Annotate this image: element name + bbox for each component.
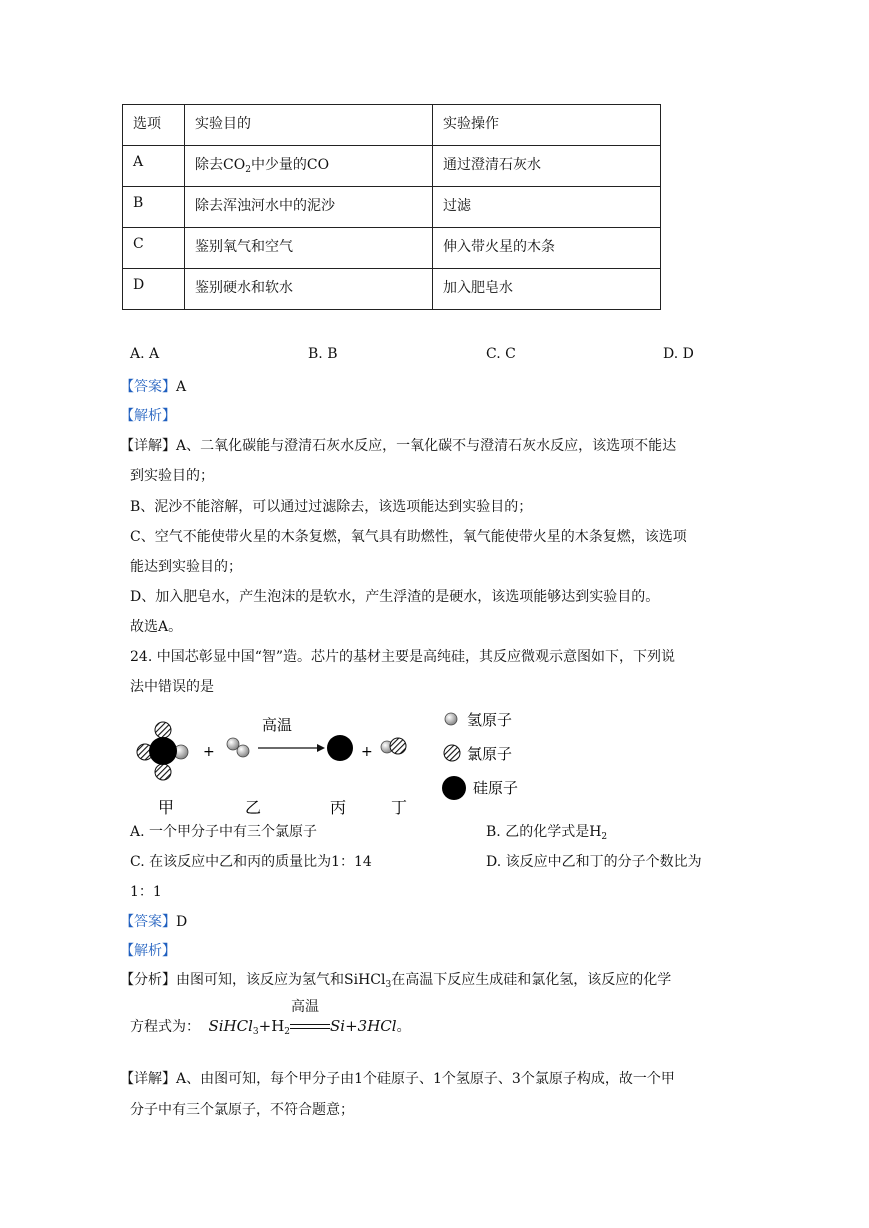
- subscript: 2: [245, 165, 251, 175]
- row-operation: 加入肥皂水: [433, 269, 661, 310]
- choice-text: B. 乙的化学式是H: [486, 824, 602, 840]
- row-purpose: 除去浑浊河水中的泥沙: [185, 187, 433, 228]
- answer-line: [120, 911, 187, 931]
- answer-line: [120, 376, 186, 396]
- choice-d: D. 该反应中乙和丁的分子个数比为: [486, 854, 702, 870]
- detail-text: 能达到实验目的；: [130, 559, 242, 575]
- analysis-sub-label: 【分析】: [120, 972, 176, 988]
- hydrogen-atom: [227, 738, 239, 750]
- label-bing: 丙: [330, 798, 347, 817]
- subscript: 2: [601, 832, 608, 842]
- table-header-row: [123, 105, 661, 146]
- row-option: C: [123, 228, 185, 269]
- choice-c: C. C: [486, 346, 516, 362]
- label-ding: 丁: [391, 798, 408, 817]
- table-row: [123, 269, 661, 310]
- header-purpose: 实验目的: [185, 105, 433, 146]
- hydrogen-atom: [237, 745, 249, 757]
- detail-line: [120, 1068, 675, 1088]
- table-row: [123, 146, 661, 187]
- analysis-text: 由图可知，该反应为氢气和SiHCl: [176, 972, 386, 988]
- hydrogen-atom: [445, 713, 457, 725]
- detail-label: 【详解】: [120, 438, 176, 454]
- chlorine-atom: [390, 738, 406, 754]
- diagram-legend: [442, 711, 518, 800]
- chlorine-atom: [444, 745, 460, 761]
- row-option: A: [123, 146, 185, 187]
- header-operation: 实验操作: [433, 105, 661, 146]
- condition-text: 高温: [291, 999, 320, 1015]
- answer-value: A: [176, 379, 187, 395]
- detail-text: 分子中有三个氯原子，不符合题意；: [130, 1102, 354, 1118]
- experiment-table: [122, 104, 661, 310]
- molecule-jia: [137, 722, 188, 780]
- choice-c: C. 在该反应中乙和丙的质量比为1：14: [130, 854, 372, 870]
- analysis-label-text: 【解析】: [120, 408, 176, 424]
- detail-text: 到实验目的；: [130, 468, 214, 484]
- purpose-text: 除去CO: [195, 157, 246, 173]
- chlorine-atom: [155, 764, 171, 780]
- equation-reactant: +H: [258, 1017, 285, 1035]
- answer-label: 【答案】: [120, 914, 176, 930]
- detail-text: A、由图可知，每个甲分子由1个硅原子、1个氢原子、3个氯原子构成，故一个甲: [176, 1071, 675, 1087]
- molecule-ding: [381, 738, 406, 754]
- equals-line: [290, 1028, 330, 1029]
- answer-label: 【答案】: [120, 379, 176, 395]
- row-purpose: 鉴别氧气和空气: [185, 228, 433, 269]
- choice-a: A. A: [130, 346, 160, 362]
- choice-a: A. 一个甲分子中有三个氯原子: [130, 824, 318, 840]
- molecule-yi: [227, 738, 249, 757]
- detail-label: 【详解】: [120, 1071, 176, 1087]
- label-yi: 乙: [245, 798, 262, 817]
- conclusion-text: 故选A。: [130, 619, 183, 635]
- table-row: [123, 228, 661, 269]
- legend-silicon: 硅原子: [473, 779, 519, 797]
- row-purpose: [185, 146, 433, 187]
- plus-sign: +: [203, 744, 215, 760]
- choice-d: D. D: [663, 346, 694, 362]
- equals-line: [290, 1024, 330, 1025]
- silicon-atom: [149, 737, 177, 765]
- equation-reactant: SiHCl: [208, 1017, 253, 1035]
- choice-b: [486, 821, 607, 842]
- reaction-condition: 高温: [262, 716, 293, 734]
- row-purpose: 鉴别硬水和软水: [185, 269, 433, 310]
- question-stem: 法中错误的是: [130, 679, 214, 695]
- silicon-atom: [442, 776, 466, 800]
- analysis-line: [120, 969, 671, 990]
- answer-value: D: [176, 914, 188, 930]
- reaction-diagram: [125, 700, 545, 820]
- subscript: 3: [385, 980, 392, 990]
- equation: [208, 999, 397, 1037]
- label-jia: 甲: [158, 798, 175, 817]
- equation-product: Si+3HCl: [330, 1017, 397, 1035]
- analysis-label-text: 【解析】: [120, 943, 176, 959]
- detail-line: [120, 435, 676, 455]
- detail-text: C、空气不能使带火星的木条复燃，氧气具有助燃性，氧气能使带火星的木条复燃，该选项: [130, 529, 687, 545]
- legend-hydrogen: 氢原子: [467, 711, 513, 729]
- analysis-label: [120, 405, 176, 425]
- table-row: [123, 187, 661, 228]
- analysis-label: [120, 940, 176, 960]
- detail-text: B、泥沙不能溶解，可以通过过滤除去，该选项能达到实验目的；: [130, 499, 533, 515]
- row-operation: 伸入带火星的木条: [433, 228, 661, 269]
- analysis-text: 在高温下反应生成硅和氯化氢，该反应的化学: [391, 972, 672, 988]
- purpose-text: 中少量的CO: [250, 157, 330, 173]
- row-option: D: [123, 269, 185, 310]
- chlorine-atom: [155, 722, 171, 738]
- equation-condition: [290, 999, 330, 1034]
- plus-sign: +: [361, 744, 373, 760]
- row-operation: 通过澄清石灰水: [433, 146, 661, 187]
- question-stem: 24. 中国芯彰显中国“智”造。芯片的基材主要是高纯硅，其反应微观示意图如下，下列说: [130, 649, 676, 665]
- detail-text: A、二氧化碳能与澄清石灰水反应，一氧化碳不与澄清石灰水反应，该选项不能达: [176, 438, 677, 454]
- header-option: 选项: [123, 105, 185, 146]
- row-option: B: [123, 187, 185, 228]
- subscript: 3: [252, 1027, 259, 1037]
- legend-chlorine: 氯原子: [467, 745, 513, 763]
- detail-text: D、加入肥皂水，产生泡沫的是软水，产生浮渣的是硬水，该选项能够达到实验目的。: [130, 589, 660, 605]
- equation-line: [130, 999, 411, 1037]
- row-operation: 过滤: [433, 187, 661, 228]
- subscript: 2: [284, 1027, 291, 1037]
- arrow-head: [317, 744, 325, 752]
- choice-d-continued: 1：1: [130, 884, 162, 900]
- equation-end: 。: [396, 1019, 411, 1035]
- equation-intro: 方程式为：: [130, 1019, 200, 1035]
- silicon-atom: [327, 735, 353, 761]
- choice-b: B. B: [308, 346, 338, 362]
